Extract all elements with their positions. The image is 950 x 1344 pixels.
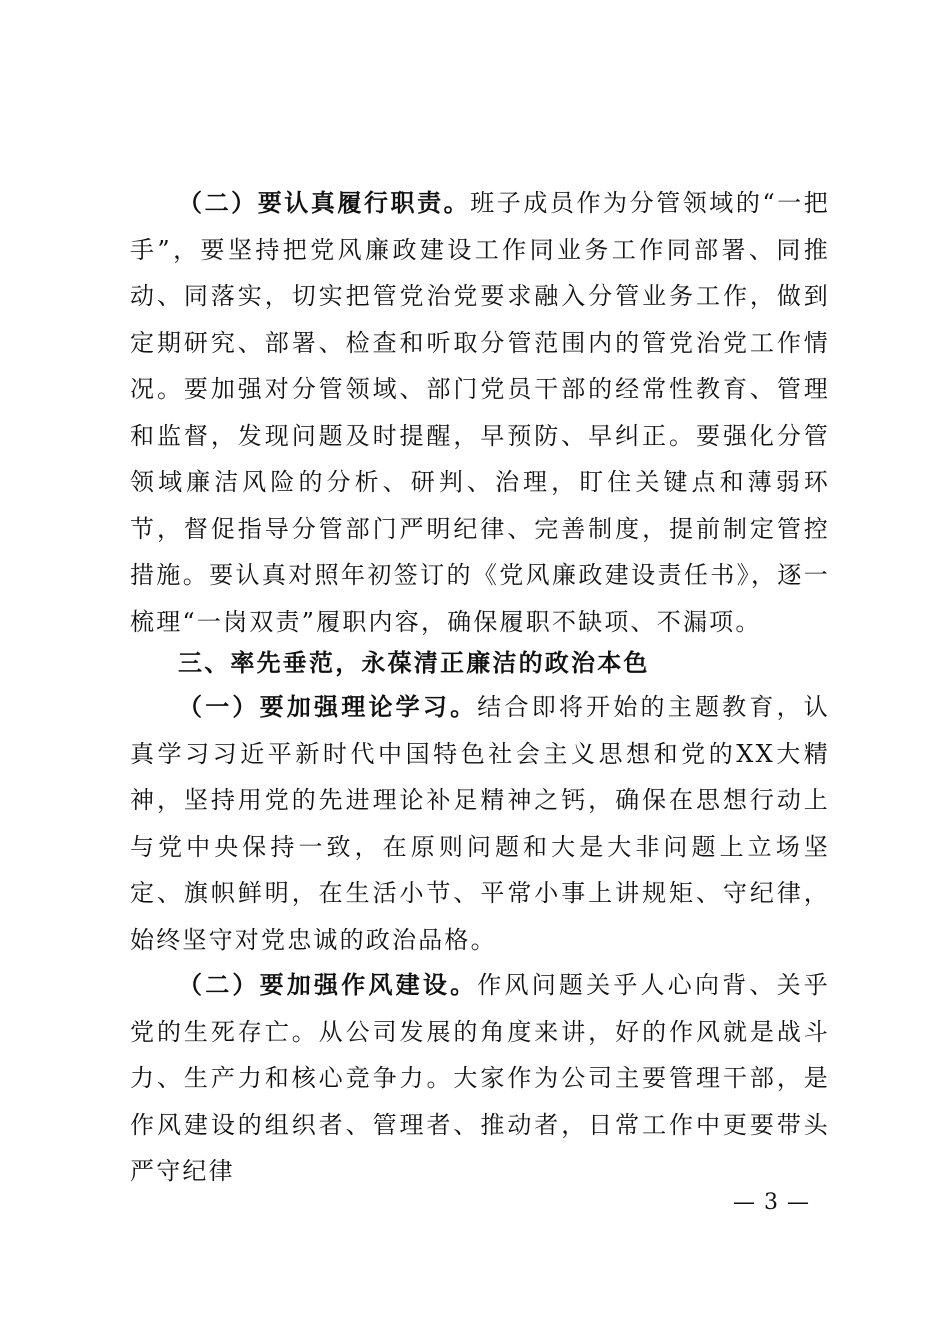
paragraph-lead: （二）要加强作风建设。: [178, 970, 478, 999]
paragraph-body: 班子成员作为分管领域的“一把手”，要坚持把党风廉政建设工作同业务工作同部署、同推动、同落实，切实把管党治党要求融入分管业务工作，做到定期研究、部署、检查和听取分管范围内的管党治党工作情况。要加强对分管领域、部门党员干部的经常性教育、管理和监督，发现问题及时提醒，早预防、早纠正。要强化分管领域廉洁风险的分析、研判、治理，盯住关键点和薄弱环节，督促指导分管部门严明纪律、完善制度，提前制定管控措施。要认真对照年初签订的《党风廉政建设责任书》，逐一梳理“一岗双责”履职内容，确保履职不缺项、不漏项。: [130, 189, 830, 636]
section-heading-block: [130, 640, 830, 687]
paragraph-lead: （一）要加强理论学习。: [178, 692, 478, 721]
page-number: — 3 —: [733, 1190, 810, 1215]
text-block-theory-study: [130, 684, 830, 963]
text-block-duties: [130, 180, 830, 645]
paragraph-fulfill-duties: [130, 180, 830, 645]
section-heading: 三、率先垂范，永葆清正廉洁的政治本色: [178, 648, 650, 677]
paragraph-work-style: [130, 962, 830, 1195]
paragraph-body: 结合即将开始的主题教育，认真学习习近平新时代中国特色社会主义思想和党的XX大精神，坚持用党的先进理论补足精神之钙，确保在思想行动上与党中央保持一致，在原则问题和大是大非问题上立场坚定、旗帜鲜明，在生活小节、平常小事上讲规矩、守纪律，始终坚守对党忠诚的政治品格。: [130, 693, 830, 954]
paragraph-lead: （二）要认真履行职责。: [178, 188, 471, 217]
text-block-work-style: [130, 962, 830, 1195]
paragraph-theory-study: [130, 684, 830, 963]
paragraph-body: 作风问题关乎人心向背、关乎党的生死存亡。从公司发展的角度来讲，好的作风就是战斗力、生产力和核心竞争力。大家作为公司主要管理干部，是作风建设的组织者、管理者、推动者，日常工作中更要带头严守纪律: [130, 971, 830, 1185]
